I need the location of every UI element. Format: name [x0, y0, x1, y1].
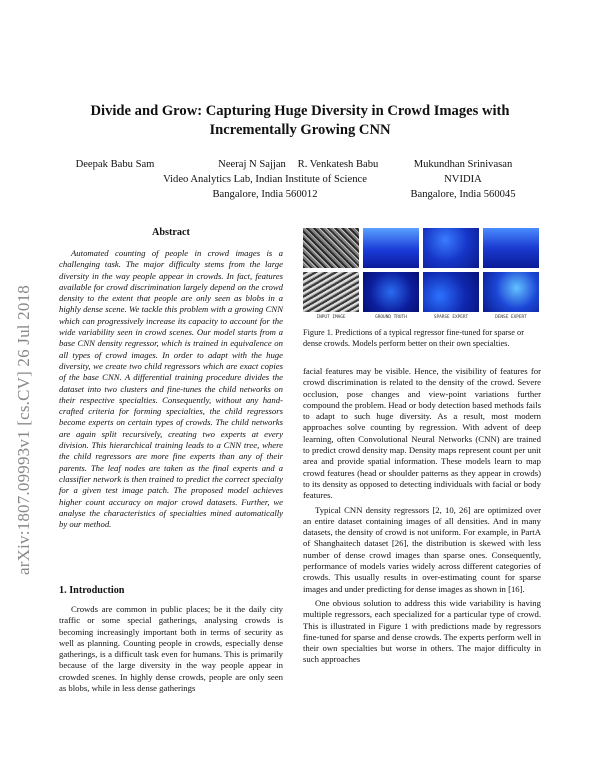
author-3: [278, 157, 398, 172]
figure-label-dense: DENSE EXPERT: [495, 315, 527, 320]
author-affiliation: NVIDIA: [444, 174, 482, 185]
input-image-top: [303, 228, 359, 268]
author-name: Deepak Babu Sam: [75, 159, 155, 170]
abstract-heading: Abstract: [152, 227, 190, 238]
author-address: Bangalore, India 560045: [410, 189, 516, 200]
dense-expert-bottom: [483, 272, 539, 312]
arxiv-sidebar-id[interactable]: arXiv:1807.09993v1 [cs.CV] 26 Jul 2018: [14, 285, 33, 575]
author-affiliation: Video Analytics Lab, Indian Institute of Science: [163, 174, 367, 185]
abstract-text: [59, 248, 283, 530]
right-paragraph-3: One obvious solution to address this wide variability is having multiple regressors, each specialized for a particular type of crowd. This is illustrated in Figure 1 with predictions made by regressors fine-tuned for sparse and dense crowds. The experts perform well in their own specialties but worse in others. The major difficulty in such approaches: [303, 597, 541, 665]
right-paragraph-1: facial features may be visible. Hence, the visibility of features for crowd discrimination is related to the density of the crowd. Severe occlusion, pose changes and view-point variations further compound the problem. Head or body detection based methods fails to adapt to such huge diversity. As a result, most modern approaches solve counting by regression. With advent of deep learning, often Convolutional Neural Networks (CNN) are trained to predict crowd density map. Density maps represent count per unit area and provide spatial information. These models learn to map crowd features (head or shoulder patterns as they appear in crowds) to its density as opposed to detecting individuals with facial or body features.: [303, 366, 541, 501]
author-name: Mukundhan Srinivasan: [413, 159, 513, 170]
author-name: Neeraj N Sajjan: [218, 159, 286, 170]
figure-1-caption: Figure 1. Predictions of a typical regressor fine-tuned for sparse or dense crowds. Models perform better on their own specialties.: [303, 328, 524, 348]
author-4: [388, 157, 538, 202]
dense-expert-top: [483, 228, 539, 268]
right-paragraph-2: Typical CNN density regressors [2, 10, 26] are optimized over an entire dataset containing images of all densities. And in many datasets, the density of crowd is not uniform. For example, in PartA of Shanghaitech dataset [26], the distribution is skewed with less number of dense crowd images than sparse ones. Consequently, performance of models varies widely across different categories of crowds. This usually results in over-estimating count for sparse images and under predicting for dense images as shown in [16].: [303, 504, 541, 594]
input-image-bottom: [303, 272, 359, 312]
figure-1: [303, 228, 541, 324]
right-column-text: [303, 366, 541, 666]
sparse-expert-bottom: [423, 272, 479, 312]
ground-truth-top: [363, 228, 419, 268]
author-address: Bangalore, India 560012: [212, 189, 318, 200]
ground-truth-bottom: [363, 272, 419, 312]
figure-label-sparse: SPARSE EXPERT: [433, 315, 469, 320]
figure-label-ground-truth: GROUND TRUTH: [375, 315, 407, 320]
sparse-expert-top: [423, 228, 479, 268]
author-name: R. Venkatesh Babu: [297, 159, 379, 170]
intro-text: [59, 604, 283, 694]
abstract-paragraph: Automated counting of people in crowd images is a challenging task. The major difficulty stems from the large diversity in the way people appear in crowds. In fact, features available for crowd discrimination largely depend on the crowd density to the extent that people are only seen as blobs in a highly dense scene. We tackle this problem with a growing CNN which can progressively increase its capacity to account for the wide variability seen in crowd scenes. Our model starts from a base CNN density regressor, which is trained in equivalence on all types of crowd images. In order to adapt with the huge diversity, we create two child regressors which are exact copies of the base CNN. A differential training procedure divides the dataset into two clusters and fine-tunes the child networks on their respective specialties. Consequently, without any hand-crafted criteria for forming specialties, the child regressors become experts on certain types of crowds. The child networks are again split recursively, creating two experts at every division. This hierarchical training leads to a CNN tree, where the child regressors are more fine experts than any of their parents. The leaf nodes are taken as the final experts and a classifier network is then trained to predict the correct specialty for a given test image patch. The proposed model achieves higher count accuracy on major crowd datasets. Further, we analyse the characteristics of specialties mined automatically by our method.: [59, 248, 283, 530]
intro-heading: 1. Introduction: [59, 585, 125, 596]
figure-label-input: INPUT IMAGE: [316, 315, 346, 320]
paper-title: Divide and Grow: Capturing Huge Diversity in Crowd Images with Incrementally Growing CNN: [90, 103, 510, 138]
intro-paragraph-1: Crowds are common in public places; be it the daily city traffic or some special gatherings, analysing crowds is becoming increasingly important both in terms of security as well as planning. Counting people in crowds, especially dense gatherings, is a difficult task even for humans. This is primarily because of the large diversity in the way people appear in crowded scenes. In highly dense crowds, people are only seen as blobs, while in less dense gatherings: [59, 604, 283, 694]
